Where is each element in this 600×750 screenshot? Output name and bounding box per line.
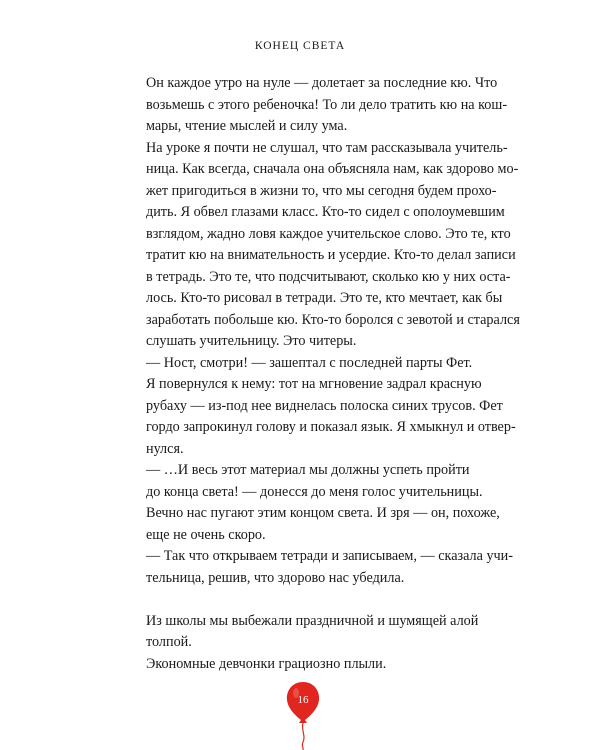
text-line: Я повернулся к нему: тот на мгновение задрал красную [146, 376, 482, 392]
text-line: дить. Я обвел глазами класс. Кто-то сидел с ополоумевшим [146, 204, 505, 220]
text-line: ница. Как всегда, сначала она объясняла нам, как здорово мо- [146, 161, 519, 177]
text-line: — Ност, смотри! — зашептал с последней парты Фет. [146, 354, 473, 371]
running-head: КОНЕЦ СВЕТА [254, 40, 346, 52]
text-line: Экономные девчонки грациозно плыли. [146, 655, 387, 672]
text-line: возьмешь с этого ребеночка! То ли дело тратить кю на кош- [146, 96, 508, 113]
text-line: тратит кю на внимательность и усердие. Кто-то делал записи [146, 247, 516, 263]
text-line: На уроке я почти не слушал, что там рассказывала учитель- [146, 139, 508, 156]
page-number: 16 [297, 694, 309, 706]
text-line: рубаху — из-под нее виднелась полоска синих трусов. Фет [146, 397, 503, 414]
text-line: лось. Кто-то рисовал в тетради. Это те, кто мечтает, как бы [146, 290, 503, 306]
text-line: взглядом, жадно ловя каждое учительское слово. Это те, кто [146, 225, 511, 242]
text-line: — …И весь этот материал мы должны успеть пройти [146, 462, 470, 478]
text-line: жет пригодиться в жизни то, что мы сегодня будем прохо- [146, 182, 497, 199]
text-line: нулся. [146, 440, 184, 457]
body-text [146, 73, 520, 675]
text-line: — Так что открываем тетради и записываем, — сказала учи- [146, 548, 513, 564]
text-line: еще не очень скоро. [146, 526, 266, 543]
text-line: Он каждое утро на нуле — долетает за последние кю. Что [146, 75, 498, 91]
text-line: тельница, решив, что здорово нас убедила. [146, 569, 405, 586]
paragraph-gap [146, 589, 468, 611]
text-line: Из школы мы выбежали праздничной и шумящей алой [146, 612, 479, 629]
text-line: заработать побольше кю. Кто-то боролся с зевотой и старался [146, 311, 520, 328]
text-line: слушать учительницу. Это читеры. [146, 333, 357, 349]
text-line: мары, чтение мыслей и силу ума. [146, 118, 348, 134]
text-line: Вечно нас пугают этим концом света. И зря — он, похоже, [146, 505, 500, 521]
text-line: в тетрадь. Это те, что подсчитывают, сколько кю у них оста- [146, 268, 511, 285]
text-line: гордо запрокинул голову и показал язык. Я хмыкнул и отвер- [146, 419, 516, 435]
text-line: толпой. [146, 634, 192, 650]
text-line: до конца света! — донесся до меня голос учительницы. [146, 483, 483, 500]
balloon-icon [283, 680, 323, 750]
